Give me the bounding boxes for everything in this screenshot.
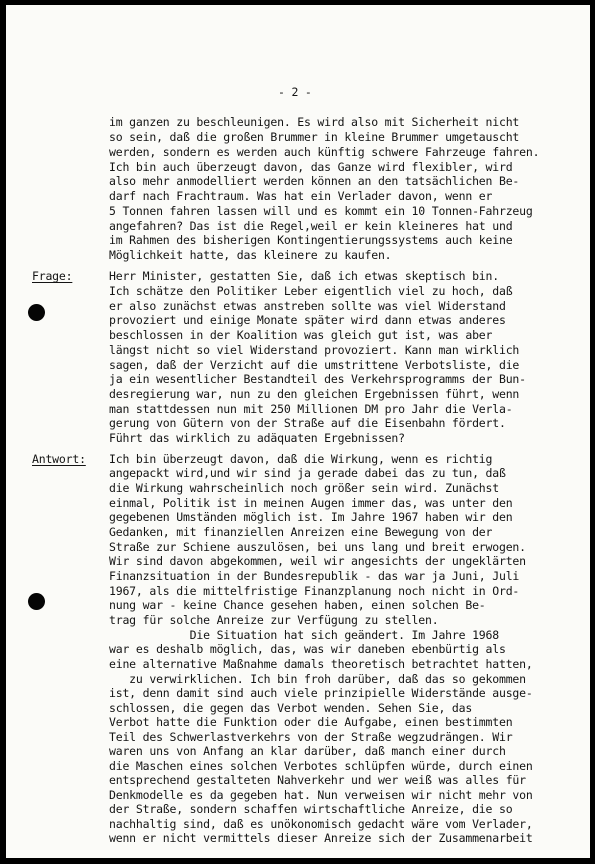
text-line: die Maschen eines solchen Verbotes schlüpfen würde, durch einen (109, 759, 533, 773)
text-line: angefahren? Das ist die Regel,weil er kein kleineres hat und (109, 219, 513, 233)
text-line: Wir sind davon abgekommen, weil wir angesichts der ungeklärten (109, 554, 526, 568)
text-line: Die Situation hat sich geändert. Im Jahre 1968 (109, 628, 499, 642)
text-line: Ich schätze den Politiker Leber eigentlich viel zu hoch, daß (109, 284, 513, 298)
text-line: angepackt wird,und wir sind ja gerade dabei das zu tun, daß (109, 466, 506, 480)
text-line: gegebenen Umständen möglich ist. Im Jahre 1967 haben wir den (109, 510, 513, 524)
text-line: man stattdessen nun mit 250 Millionen DM pro Jahr die Verla- (109, 402, 513, 416)
text-line: nung war - keine Chance gesehen haben, einen solchen Be- (109, 598, 486, 612)
text-line: werden, sondern es werden auch künftig schwere Fahrzeuge fahren. (109, 145, 540, 159)
text-line: Ich bin auch überzeugt davon, das Ganze wird flexibler, wird (109, 160, 513, 174)
text-line: er also zunächst etwas anstreben sollte was viel Widerstand (109, 299, 506, 313)
text-line: Führt das wirklich zu adäquaten Ergebnissen? (109, 431, 405, 445)
text-line: der Straße, sondern schaffen wirtschaftliche Anreize, die so (109, 802, 513, 816)
text-line: im ganzen zu beschleunigen. Es wird also mit Sicherheit nicht (109, 115, 520, 129)
punch-hole (28, 304, 45, 321)
text-line: die Wirkung wahrscheinlich noch größer sein wird. Zunächst (109, 481, 499, 495)
text-line: war es deshalb möglich, das, was wir daneben ebenbürtig als (109, 642, 506, 656)
text-line: Gedanken, mit finanziellen Anreizen eine Bewegung von der (109, 525, 493, 539)
text-line: waren uns von Anfang an klar darüber, daß manch einer durch (109, 744, 506, 758)
text-line: 5 Tonnen fahren lassen will und es kommt ein 10 Tonnen-Fahrzeug (109, 204, 533, 218)
text-line: Denkmodelle es da gegeben hat. Nun verweisen wir nicht mehr von (109, 788, 533, 802)
document-page (6, 5, 590, 858)
text-line: schlossen, die gegen das Verbot wenden. Sehen Sie, das (109, 701, 473, 715)
text-line: Teil des Schwerlastverkehrs von der Straße wegzudrängen. Wir (109, 730, 513, 744)
page-number: - 2 - (278, 85, 312, 99)
text-line: einmal, Politik ist in meinen Augen immer das, was unter den (109, 496, 513, 510)
text-line: zu verwirklichen. Ich bin froh darüber, daß das so gekommen (109, 672, 526, 686)
text-line: darf nach Frachtraum. Was hat ein Verlader davon, wenn er (109, 189, 493, 203)
text-line: beschlossen in der Koalition was gleich gut ist, was aber (109, 328, 493, 342)
text-line: so sein, daß die großen Brummer in kleine Brummer umgetauscht (109, 130, 520, 144)
text-line: Finanzsituation in der Bundesrepublik - das war ja Juni, Juli (109, 569, 520, 583)
punch-hole (28, 593, 45, 610)
text-line: Straße zur Schiene auszulösen, bei uns lang und breit erwogen. (109, 540, 526, 554)
question-label: Frage: (32, 269, 73, 283)
text-line: eine alternative Maßnahme damals theoretisch betrachtet hatten, (109, 657, 533, 671)
text-line: provoziert und einige Monate später wird dann etwas anderes (109, 313, 506, 327)
text-line: ja ein wesentlicher Bestandteil des Verkehrsprogramms der Bun- (109, 372, 526, 386)
text-line: trag für solche Anreize zur Verfügung zu stellen. (109, 613, 439, 627)
text-line: Möglichkeit hatte, das kleinere zu kaufen. (109, 248, 392, 262)
text-line: sagen, daß der Verzicht auf die umstrittene Verbotsliste, die (109, 358, 520, 372)
text-line: ist, denn damit sind auch viele prinzipielle Widerstände ausge- (109, 686, 533, 700)
text-line: entsprechend gestalteten Nahverkehr und wer weiß was alles für (109, 773, 526, 787)
text-line: Ich bin überzeugt davon, daß die Wirkung, wenn es richtig (109, 452, 493, 466)
text-line: wenn er nicht vermittels dieser Anreize sich der Zusammenarbeit (109, 831, 533, 845)
text-line: Herr Minister, gestatten Sie, daß ich etwas skeptisch bin. (109, 269, 499, 283)
text-line: längst nicht so viel Widerstand provoziert. Kann man wirklich (109, 343, 520, 357)
text-line: also mehr anmodelliert werden können an den tatsächlichen Be- (109, 174, 520, 188)
text-line: 1967, als die mittelfristige Finanzplanung noch nicht in Ord- (109, 584, 520, 598)
answer-label: Antwort: (32, 452, 86, 466)
text-line: im Rahmen des bisherigen Kontingentierungssystems auch keine (109, 233, 513, 247)
text-line: nachhaltig sind, daß es unökonomisch gedacht wäre vom Verlader, (109, 817, 533, 831)
text-line: Verbot hatte die Funktion oder die Aufgabe, einen bestimmten (109, 715, 513, 729)
text-line: desregierung war, nun zu den gleichen Ergebnissen führt, wenn (109, 387, 520, 401)
text-line: gerung von Gütern von der Straße auf die Eisenbahn fördert. (109, 416, 506, 430)
